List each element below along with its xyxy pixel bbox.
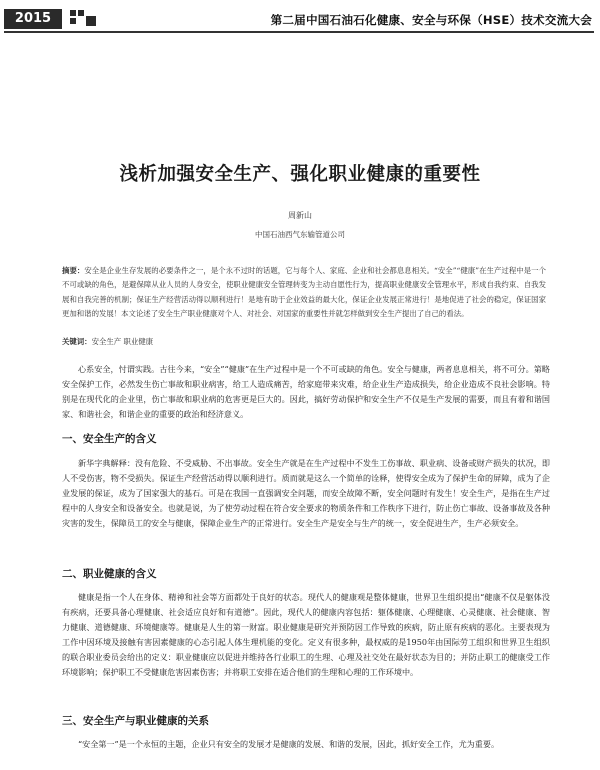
section-3-body [62, 737, 550, 752]
section-1-paragraph: 新华字典解释：没有危险、不受威胁、不出事故。安全生产就是在生产过程中不发生工伤事故、职业病、设备或财产损失的状况，即人不受伤害，物不受损失。保证生产经营活动得以顺利进行。质而就是这么一个简单的诠释，使得安全成为了保护生命的屏障，成为了企业发展的保证，成为了国家强大的基石。可是在我国一直强调安全问题，而安全故障不断，安全问题时有发生！安全生产，是指在生产过程中的人身安全和设备安全。也就是说，为了使劳动过程在符合安全要求的物质条件和工作秩序下进行，防止伤亡事故、设备事故及各种灾害的发生，保障员工的安全与健康，保障企业生产的正常进行。安全生产是安全与生产的统一，安全促进生产，生产必须安全。 [62, 458, 550, 529]
section-2-paragraph: 健康是指一个人在身体、精神和社会等方面都处于良好的状态。现代人的健康观是整体健康，世界卫生组织提出“健康不仅是躯体没有疾病，还要具备心理健康、社会适应良好和有道德”。因此，现代人的健康内容包括：躯体健康、心理健康、心灵健康、社会健康、智力健康、道德健康、环境健康等。健康是人生的第一财富。职业健康是研究并预防因工作导致的疾病，防止原有疾病的恶化。主要表现为工作中因环境及接触有害因素健康的心态引起人体生理机能的变化。定义有很多种，最权威的是1950年由国际劳工组织和世界卫生组织的联合职业委员会给出的定义：职业健康应以促进并维持各行业职工的生理、心理及社交处在最好状态为目的；并防止职工的健康受工作环境影响；保护职工不受健康危害因素伤害；并将职工安排在适合他们的生理和心理的工作环境中。 [62, 592, 550, 678]
conference-title: 第二届中国石油石化健康、安全与环保（HSE）技术交流大会 [270, 13, 592, 27]
section-heading-3: 三、安全生产与职业健康的关系 [62, 715, 209, 727]
section-3-paragraph: “安全第一”是一个永恒的主题，企业只有安全的发展才是健康的发展、和谐的发展，因此，抓好安全工作，尤为重要。 [78, 739, 500, 749]
abstract [62, 264, 546, 322]
keywords-label: 关键词： [62, 337, 92, 346]
author-affiliation: 中国石油西气东输管道公司 [255, 230, 345, 239]
section-1-body [62, 456, 550, 531]
header-rule [4, 31, 594, 33]
article-title: 浅析加强安全生产、强化职业健康的重要性 [119, 164, 481, 185]
abstract-text: 安全是企业生存发展的必要条件之一，是个永不过时的话题，它与每个人、家庭、企业和社会都息息相关。“安全”“健康”在生产过程中是一个不可或缺的角色，是避保障从业人员的人身安全，使职业健康安全管理转变为主动自愿性行为，提高职业健康安全管理水平，形成自我约束、自我发展和自我完善的机制；保证生产经营活动得以顺利进行！是地有助于企业效益的最大化，保证企业发展正常进行！是地促进了社会的稳定，保证国家更加和谐的发展！本文论述了安全生产职业健康对个人、对社会、对国家的重要性并就怎样做到安全生产提出了自己的看法。 [62, 266, 546, 319]
intro-paragraph [62, 362, 550, 422]
keywords [62, 336, 546, 347]
section-heading-1: 一、安全生产的含义 [62, 433, 157, 445]
year-badge: 2015 [4, 9, 62, 29]
intro-text: 心系安全，忖谓实践。古往今来，“安全”“健康”在生产过程中是一个不可或缺的角色。安全与健康，两者息息相关，将不可分。第略安全保护工作，必然发生伤亡事故和职业病害，给工人造成痛苦，给家庭带来灾难，给企业生产造成损失，给企业造成不良社会影响。特别是在现代化的企业里，伤亡事故和职业病的危害更是巨大的。因此，搞好劳动保护和安全生产不仅是生产发展的需要，而且有着和谐国家、和谐社会，和谐企业的重要的政治和经济意义。 [62, 364, 550, 420]
author-name: 周新山 [288, 211, 312, 220]
section-heading-2: 二、职业健康的含义 [62, 568, 157, 580]
abstract-label: 摘要： [62, 266, 85, 275]
keywords-text: 安全生产 职业健康 [91, 337, 154, 346]
section-2-body [62, 590, 550, 681]
header-ornament [70, 10, 98, 26]
